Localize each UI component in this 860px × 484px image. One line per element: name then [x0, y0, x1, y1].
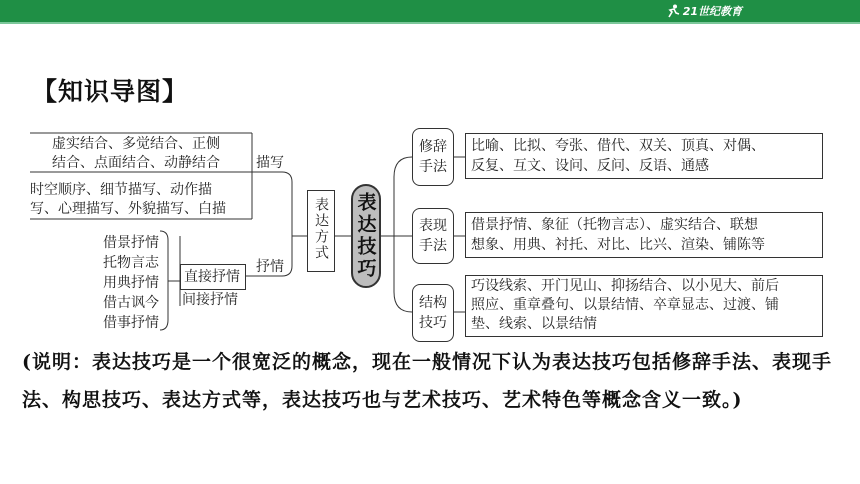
page-title: 【知识导图】: [32, 77, 189, 106]
describe-text-line: 写、心理描写、外貌描写、白描: [30, 201, 226, 217]
expression-text-box: [465, 212, 823, 258]
structure-text-line: 照应、重章叠句、以景结情、卒章显志、过渡、铺: [471, 297, 779, 313]
rhetoric-label-box: [412, 128, 454, 186]
lyric-method: 借景抒情: [103, 235, 159, 251]
mode-box: [307, 190, 335, 272]
explanation-note: (说明：表达技巧是一个很宽泛的概念，现在一般情况下认为表达技巧包括修辞手法、表现手法、构思技巧、表达方式等，表达技巧也与艺术技巧、艺术特色等概念含义一致。): [22, 351, 832, 411]
direct-lyric-box: [180, 264, 246, 290]
expression-label-line: 手法: [419, 238, 447, 254]
rhetoric-label-line: 修辞: [419, 139, 447, 155]
rhetoric-text-line: 反复、互文、设问、反问、反语、通感: [471, 158, 709, 174]
structure-text-line: 巧设线索、开门见山、抑扬结合、以小见大、前后: [471, 278, 779, 294]
lyric-method: 用典抒情: [103, 275, 159, 291]
structure-label-line: 技巧: [419, 315, 447, 331]
lyric-label: 抒情: [256, 259, 284, 275]
expression-label-box: [412, 208, 454, 264]
lyric-method: 借古讽今: [103, 295, 159, 311]
structure-text-line: 垫、线索、以景结情: [471, 316, 597, 332]
direct-lyric-label: 直接抒情: [184, 269, 240, 285]
rhetoric-text-line: 比喻、比拟、夸张、借代、双关、顶真、对偶、: [471, 138, 765, 154]
describe-text-line: 虚实结合、多觉结合、正侧: [52, 136, 220, 152]
structure-text-box: [465, 275, 823, 337]
expression-text-line: 借景抒情、象征（托物言志）、虚实结合、联想: [471, 217, 758, 233]
describe-text-line: 结合、点面结合、动静结合: [52, 155, 220, 171]
describe-label: 描写: [256, 155, 284, 171]
indirect-lyric-label: 间接抒情: [182, 292, 238, 308]
logo-text: 21世纪教育: [682, 5, 742, 18]
expression-label-line: 表现: [419, 218, 447, 234]
center-node: [351, 184, 381, 288]
expression-text-line: 想象、用典、衬托、对比、比兴、渲染、铺陈等: [471, 237, 765, 253]
rhetoric-label-line: 手法: [419, 159, 447, 175]
rhetoric-text-box: [465, 133, 823, 179]
structure-label-box: [412, 284, 454, 342]
lyric-method: 托物言志: [103, 255, 159, 271]
mode-label: 表达方式: [313, 197, 329, 261]
describe-text-line: 时空顺序、细节描写、动作描: [30, 182, 212, 198]
structure-label-line: 结构: [419, 295, 447, 311]
center-label: 表达技巧: [354, 192, 377, 280]
lyric-method: 借事抒情: [103, 315, 159, 331]
